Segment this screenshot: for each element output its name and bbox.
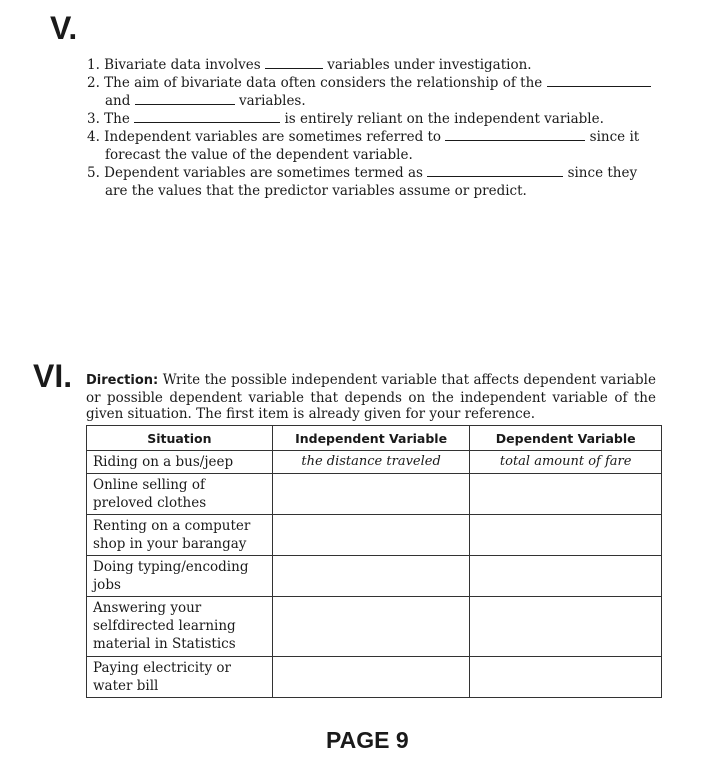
question-1-text-end: variables under investigation. xyxy=(327,57,532,73)
question-4-text: 4. Independent variables are sometimes referred to xyxy=(87,129,442,145)
dependent-cell[interactable] xyxy=(470,515,662,556)
question-5-blank[interactable] xyxy=(427,164,563,177)
section-v-numeral: V. xyxy=(50,10,78,46)
question-3-blank[interactable] xyxy=(134,110,280,123)
question-1-text: 1. Bivariate data involves xyxy=(87,57,261,73)
question-2-text: 2. The aim of bivariate data often considers the relationship of the xyxy=(87,75,543,91)
header-independent: Independent Variable xyxy=(272,426,470,451)
direction-label: Direction: xyxy=(86,373,159,388)
question-4-text-end: since it xyxy=(589,129,640,145)
question-5-text-end: since they xyxy=(567,165,638,181)
page-number: PAGE 9 xyxy=(326,727,409,753)
table-row xyxy=(87,515,662,556)
question-3 xyxy=(87,110,604,128)
table-header-row xyxy=(87,426,662,451)
question-4-blank[interactable] xyxy=(445,128,585,141)
question-2-cont xyxy=(105,92,306,110)
question-2-blank-2[interactable] xyxy=(135,92,235,105)
table-row xyxy=(87,556,662,597)
question-3-text-end: is entirely reliant on the independent variable. xyxy=(284,111,604,127)
dependent-cell[interactable] xyxy=(470,597,662,657)
situation-cell: Renting on a computer shop in your barangay xyxy=(87,515,273,556)
independent-cell[interactable] xyxy=(272,474,470,515)
dependent-cell[interactable] xyxy=(470,474,662,515)
variables-table xyxy=(86,425,662,698)
header-situation: Situation xyxy=(87,426,273,451)
question-3-text: 3. The xyxy=(87,111,130,127)
table-row xyxy=(87,451,662,474)
question-1 xyxy=(87,56,532,74)
direction-paragraph xyxy=(86,372,656,423)
question-4 xyxy=(87,128,639,146)
question-1-blank[interactable] xyxy=(265,56,323,69)
situation-cell: Riding on a bus/jeep xyxy=(87,451,273,474)
situation-cell: Online selling of preloved clothes xyxy=(87,474,273,515)
dependent-cell[interactable] xyxy=(470,556,662,597)
question-2-and: and xyxy=(105,93,131,109)
question-2 xyxy=(87,74,651,92)
question-2-blank-1[interactable] xyxy=(547,74,651,87)
dependent-cell[interactable] xyxy=(470,657,662,698)
header-dependent: Dependent Variable xyxy=(470,426,662,451)
independent-cell: the distance traveled xyxy=(272,451,470,474)
independent-cell[interactable] xyxy=(272,556,470,597)
situation-cell: Paying electricity or water bill xyxy=(87,657,273,698)
question-2-variables: variables. xyxy=(238,93,306,109)
table-row xyxy=(87,597,662,657)
situation-cell: Answering your selfdirected learning material in Statistics xyxy=(87,597,273,657)
independent-cell[interactable] xyxy=(272,515,470,556)
table-row xyxy=(87,657,662,698)
question-5 xyxy=(87,164,637,182)
direction-text: Write the possible independent variable that affects dependent variable or possible dependent variable that depends on the independent variable of the given situation. The first item is already given for your reference. xyxy=(86,372,656,422)
question-5-text: 5. Dependent variables are sometimes termed as xyxy=(87,165,423,181)
question-4-cont: forecast the value of the dependent variable. xyxy=(105,147,413,163)
independent-cell[interactable] xyxy=(272,657,470,698)
dependent-cell: total amount of fare xyxy=(470,451,662,474)
situation-cell: Doing typing/encoding jobs xyxy=(87,556,273,597)
independent-cell[interactable] xyxy=(272,597,470,657)
table-row xyxy=(87,474,662,515)
question-5-cont: are the values that the predictor variables assume or predict. xyxy=(105,183,527,199)
section-vi-numeral: VI. xyxy=(33,358,73,394)
